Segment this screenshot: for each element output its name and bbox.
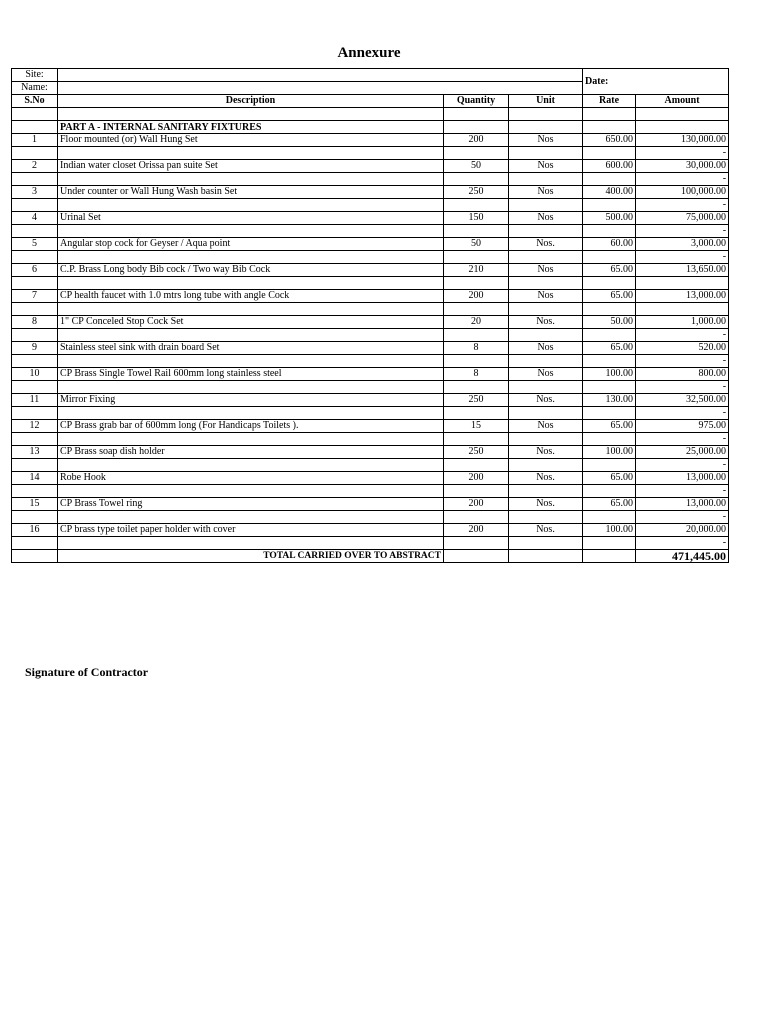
row-amount: 20,000.00 [636, 524, 729, 537]
row-amount: 25,000.00 [636, 446, 729, 459]
row-amount: 3,000.00 [636, 238, 729, 251]
row-rate: 65.00 [583, 420, 636, 433]
row-unit: Nos. [509, 472, 583, 485]
row-sub-amount: - [636, 433, 729, 446]
row-amount: 13,000.00 [636, 498, 729, 511]
table-row [12, 160, 729, 173]
row-quantity: 250 [444, 394, 509, 407]
row-sno: 8 [12, 316, 58, 329]
table-subrow [12, 329, 729, 342]
row-unit: Nos [509, 290, 583, 303]
row-rate: 100.00 [583, 524, 636, 537]
row-quantity: 20 [444, 316, 509, 329]
row-sno: 11 [12, 394, 58, 407]
col-unit: Unit [509, 95, 583, 108]
table-row [12, 238, 729, 251]
row-description: CP Brass Single Towel Rail 600mm long stainless steel [58, 368, 444, 381]
table-row [12, 212, 729, 225]
col-sno: S.No [12, 95, 58, 108]
row-rate: 65.00 [583, 472, 636, 485]
row-rate: 400.00 [583, 186, 636, 199]
row-rate: 65.00 [583, 498, 636, 511]
row-amount: 975.00 [636, 420, 729, 433]
row-sub-amount: - [636, 225, 729, 238]
row-quantity: 15 [444, 420, 509, 433]
row-unit: Nos. [509, 394, 583, 407]
row-rate: 500.00 [583, 212, 636, 225]
site-label: Site: [12, 69, 58, 82]
row-sno: 16 [12, 524, 58, 537]
row-quantity: 250 [444, 186, 509, 199]
col-rate: Rate [583, 95, 636, 108]
table-subrow [12, 225, 729, 238]
row-unit: Nos [509, 342, 583, 355]
row-rate: 100.00 [583, 446, 636, 459]
row-description: Robe Hook [58, 472, 444, 485]
table-subrow [12, 381, 729, 394]
table-row [12, 342, 729, 355]
row-amount: 800.00 [636, 368, 729, 381]
row-rate: 65.00 [583, 290, 636, 303]
row-quantity: 50 [444, 238, 509, 251]
row-sub-amount: - [636, 329, 729, 342]
row-sub-amount: - [636, 511, 729, 524]
row-sub-amount: - [636, 537, 729, 550]
table-subrow [12, 433, 729, 446]
row-unit: Nos. [509, 316, 583, 329]
row-rate: 65.00 [583, 264, 636, 277]
row-quantity: 200 [444, 290, 509, 303]
row-description: C.P. Brass Long body Bib cock / Two way Bib Cock [58, 264, 444, 277]
section-title: PART A - INTERNAL SANITARY FIXTURES [60, 122, 262, 133]
table-subrow [12, 511, 729, 524]
row-amount: 130,000.00 [636, 134, 729, 147]
row-description: Floor mounted (or) Wall Hung Set [58, 134, 444, 147]
row-description: Mirror Fixing [58, 394, 444, 407]
row-sno: 1 [12, 134, 58, 147]
col-description: Description [58, 95, 444, 108]
row-sno: 13 [12, 446, 58, 459]
row-sub-amount: - [636, 251, 729, 264]
row-unit: Nos. [509, 498, 583, 511]
table-subrow [12, 303, 729, 316]
column-header-row [12, 95, 729, 108]
row-unit: Nos [509, 186, 583, 199]
table-subrow [12, 537, 729, 550]
row-unit: Nos [509, 368, 583, 381]
row-amount: 32,500.00 [636, 394, 729, 407]
row-amount: 100,000.00 [636, 186, 729, 199]
row-rate: 130.00 [583, 394, 636, 407]
row-quantity: 50 [444, 160, 509, 173]
row-rate: 100.00 [583, 368, 636, 381]
date-label: Date: [583, 69, 729, 95]
row-description: Angular stop cock for Geyser / Aqua point [58, 238, 444, 251]
row-rate: 65.00 [583, 342, 636, 355]
row-amount: 520.00 [636, 342, 729, 355]
row-amount: 1,000.00 [636, 316, 729, 329]
table-subrow [12, 199, 729, 212]
row-unit: Nos. [509, 238, 583, 251]
row-sno: 9 [12, 342, 58, 355]
table-subrow [12, 173, 729, 186]
row-amount: 30,000.00 [636, 160, 729, 173]
table-subrow [12, 277, 729, 290]
row-description: Under counter or Wall Hung Wash basin Set [58, 186, 444, 199]
row-amount: 13,000.00 [636, 290, 729, 303]
table-row [12, 316, 729, 329]
annexure-table [11, 68, 729, 563]
row-description: 1" CP Conceled Stop Cock Set [58, 316, 444, 329]
row-rate: 650.00 [583, 134, 636, 147]
row-sno: 3 [12, 186, 58, 199]
table-row [12, 472, 729, 485]
row-quantity: 210 [444, 264, 509, 277]
table-row [12, 264, 729, 277]
row-sub-amount: - [636, 407, 729, 420]
table-row [12, 290, 729, 303]
signature-label: Signature of Contractor [25, 665, 149, 679]
site-value [58, 69, 583, 82]
row-unit: Nos [509, 420, 583, 433]
row-quantity: 200 [444, 498, 509, 511]
row-unit: Nos [509, 134, 583, 147]
row-sub-amount [636, 303, 729, 316]
row-description: CP brass type toilet paper holder with cover [58, 524, 444, 537]
blank-row [12, 108, 729, 121]
row-rate: 60.00 [583, 238, 636, 251]
name-value [58, 82, 583, 95]
row-quantity: 8 [444, 342, 509, 355]
row-sno: 2 [12, 160, 58, 173]
row-sub-amount: - [636, 199, 729, 212]
row-description: Indian water closet Orissa pan suite Set [58, 160, 444, 173]
page-title: Annexure [337, 45, 401, 61]
table-row [12, 524, 729, 537]
table-subrow [12, 485, 729, 498]
section-row [12, 121, 729, 134]
row-unit: Nos [509, 212, 583, 225]
row-description: Stainless steel sink with drain board Set [58, 342, 444, 355]
row-sno: 14 [12, 472, 58, 485]
row-rate: 50.00 [583, 316, 636, 329]
table-subrow [12, 355, 729, 368]
row-description: Urinal Set [58, 212, 444, 225]
row-sub-amount: - [636, 173, 729, 186]
row-sno: 5 [12, 238, 58, 251]
table-row [12, 368, 729, 381]
row-description: CP Brass soap dish holder [58, 446, 444, 459]
row-quantity: 200 [444, 524, 509, 537]
row-sub-amount: - [636, 355, 729, 368]
row-unit: Nos. [509, 446, 583, 459]
row-unit: Nos. [509, 524, 583, 537]
row-quantity: 250 [444, 446, 509, 459]
table-subrow [12, 251, 729, 264]
row-sno: 12 [12, 420, 58, 433]
row-quantity: 200 [444, 472, 509, 485]
table-row [12, 446, 729, 459]
row-quantity: 8 [444, 368, 509, 381]
table-row [12, 498, 729, 511]
row-amount: 75,000.00 [636, 212, 729, 225]
row-sub-amount: - [636, 459, 729, 472]
table-row [12, 420, 729, 433]
total-row [12, 550, 729, 563]
row-sub-amount: - [636, 485, 729, 498]
total-label: TOTAL CARRIED OVER TO ABSTRACT [58, 550, 444, 563]
row-sub-amount [636, 277, 729, 290]
row-sno: 15 [12, 498, 58, 511]
row-sub-amount: - [636, 381, 729, 394]
row-sno: 6 [12, 264, 58, 277]
row-description: CP Brass Towel ring [58, 498, 444, 511]
row-quantity: 150 [444, 212, 509, 225]
row-description: CP Brass grab bar of 600mm long (For Handicaps Toilets ). [58, 420, 444, 433]
row-sno: 4 [12, 212, 58, 225]
table-row [12, 134, 729, 147]
row-quantity: 200 [444, 134, 509, 147]
row-amount: 13,000.00 [636, 472, 729, 485]
name-label: Name: [12, 82, 58, 95]
total-amount: 471,445.00 [636, 550, 729, 563]
table-row [12, 186, 729, 199]
row-unit: Nos [509, 160, 583, 173]
col-amount: Amount [636, 95, 729, 108]
row-unit: Nos [509, 264, 583, 277]
col-quantity: Quantity [444, 95, 509, 108]
table-subrow [12, 407, 729, 420]
row-sub-amount: - [636, 147, 729, 160]
row-sno: 7 [12, 290, 58, 303]
row-description: CP health faucet with 1.0 mtrs long tube with angle Cock [58, 290, 444, 303]
row-sno: 10 [12, 368, 58, 381]
table-subrow [12, 147, 729, 160]
row-rate: 600.00 [583, 160, 636, 173]
table-row [12, 394, 729, 407]
site-row [12, 69, 729, 82]
row-amount: 13,650.00 [636, 264, 729, 277]
table-subrow [12, 459, 729, 472]
